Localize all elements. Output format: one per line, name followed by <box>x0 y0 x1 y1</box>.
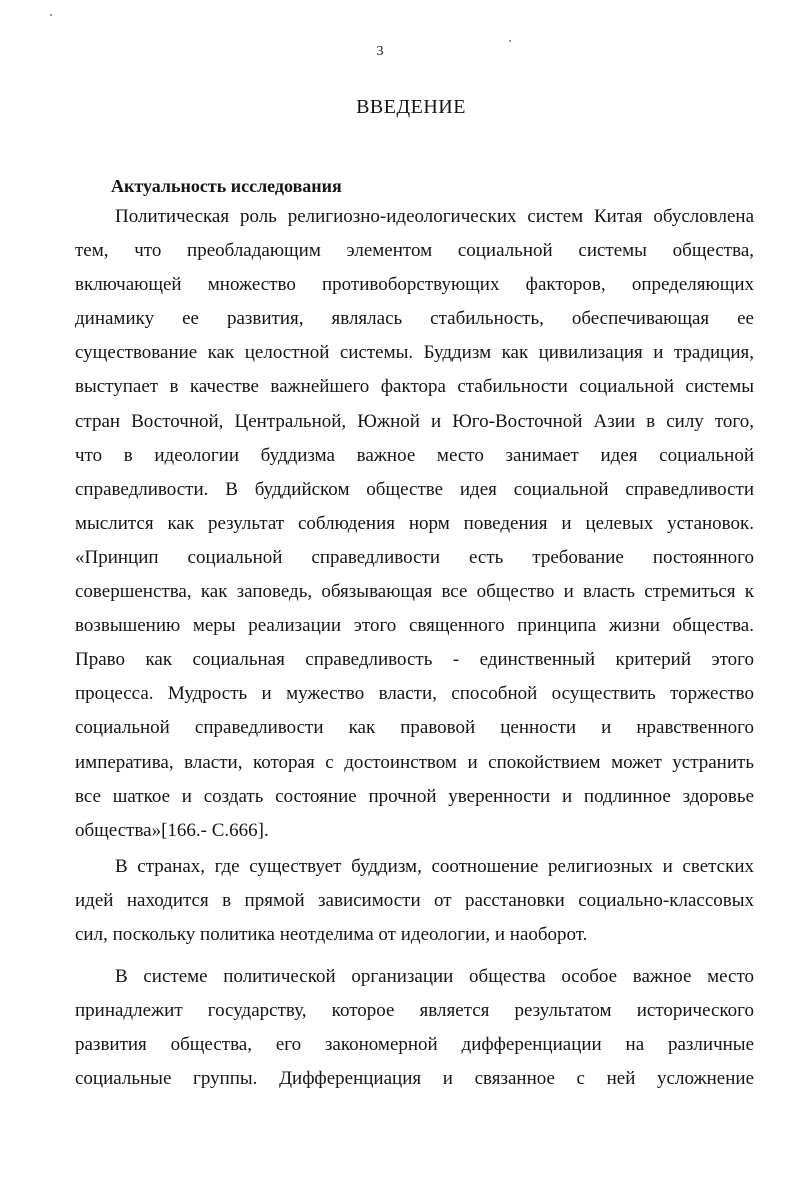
section-title: Актуальность исследования <box>111 176 342 196</box>
text-line: В системе политической организации общества особое важное место <box>115 966 754 987</box>
text-line: Право как социальная справедливость - единственный критерий этого <box>75 649 754 671</box>
text-line: идей находится в прямой зависимости от расстановки социально-классовых <box>75 890 754 912</box>
text-line: социальной справедливости как правовой ценности и нравственного <box>75 717 754 739</box>
text-line: существование как целостной системы. Буддизм как цивилизация и традиция, <box>75 342 754 364</box>
chapter-heading: ВВЕДЕНИЕ <box>356 96 466 118</box>
text-line: совершенства, как заповедь, обязывающая все общество и власть стремиться к <box>75 581 754 603</box>
text-line: возвышению меры реализации этого священного принципа жизни общества. <box>75 615 754 637</box>
text-line: все шаткое и создать состояние прочной уверенности и подлинное здоровье <box>75 785 754 807</box>
text-line: развития общества, его закономерной дифференциации на различные <box>75 1034 754 1056</box>
text-line: принадлежит государству, которое является результатом исторического <box>75 1000 754 1022</box>
scan-speck <box>509 40 511 42</box>
text-line: В странах, где существует буддизм, соотношение религиозных и светских <box>115 856 754 877</box>
paragraph-political-organization <box>75 960 754 1096</box>
text-line: что в идеологии буддизма важное место занимает идея социальной <box>75 444 754 466</box>
text-line: включающей множество противоборствующих факторов, определяющих <box>75 274 754 296</box>
text-line: социальные группы. Дифференциация и связанное с ней усложнение <box>75 1068 754 1090</box>
paragraph-buddhism-countries <box>75 850 754 952</box>
text-line: императива, власти, которая с достоинством и спокойствием может устранить <box>75 751 754 773</box>
text-line: мыслится как результат соблюдения норм поведения и целевых установок. <box>75 512 754 534</box>
text-line: Политическая роль религиозно-идеологических систем Китая обусловлена <box>115 206 754 227</box>
text-line: выступает в качестве важнейшего фактора стабильности социальной системы <box>75 376 754 398</box>
scan-speck <box>50 14 52 16</box>
page-number: 3 <box>376 44 384 59</box>
text-line: стран Восточной, Центральной, Южной и Юго-Восточной Азии в силу того, <box>75 410 754 432</box>
text-line: процесса. Мудрость и мужество власти, способной осуществить торжество <box>75 683 754 705</box>
text-line: динамику ее развития, являлась стабильность, обеспечивающая ее <box>75 308 754 330</box>
paragraph-relevance <box>75 200 754 848</box>
text-line: сил, поскольку политика неотделима от идеологии, и наоборот. <box>75 924 588 946</box>
text-line: общества»[166.- С.666]. <box>75 819 269 841</box>
text-line: тем, что преобладающим элементом социальной системы общества, <box>75 240 754 262</box>
text-line: «Принцип социальной справедливости есть требование постоянного <box>75 546 754 568</box>
text-line: справедливости. В буддийском обществе идея социальной справедливости <box>75 478 754 500</box>
